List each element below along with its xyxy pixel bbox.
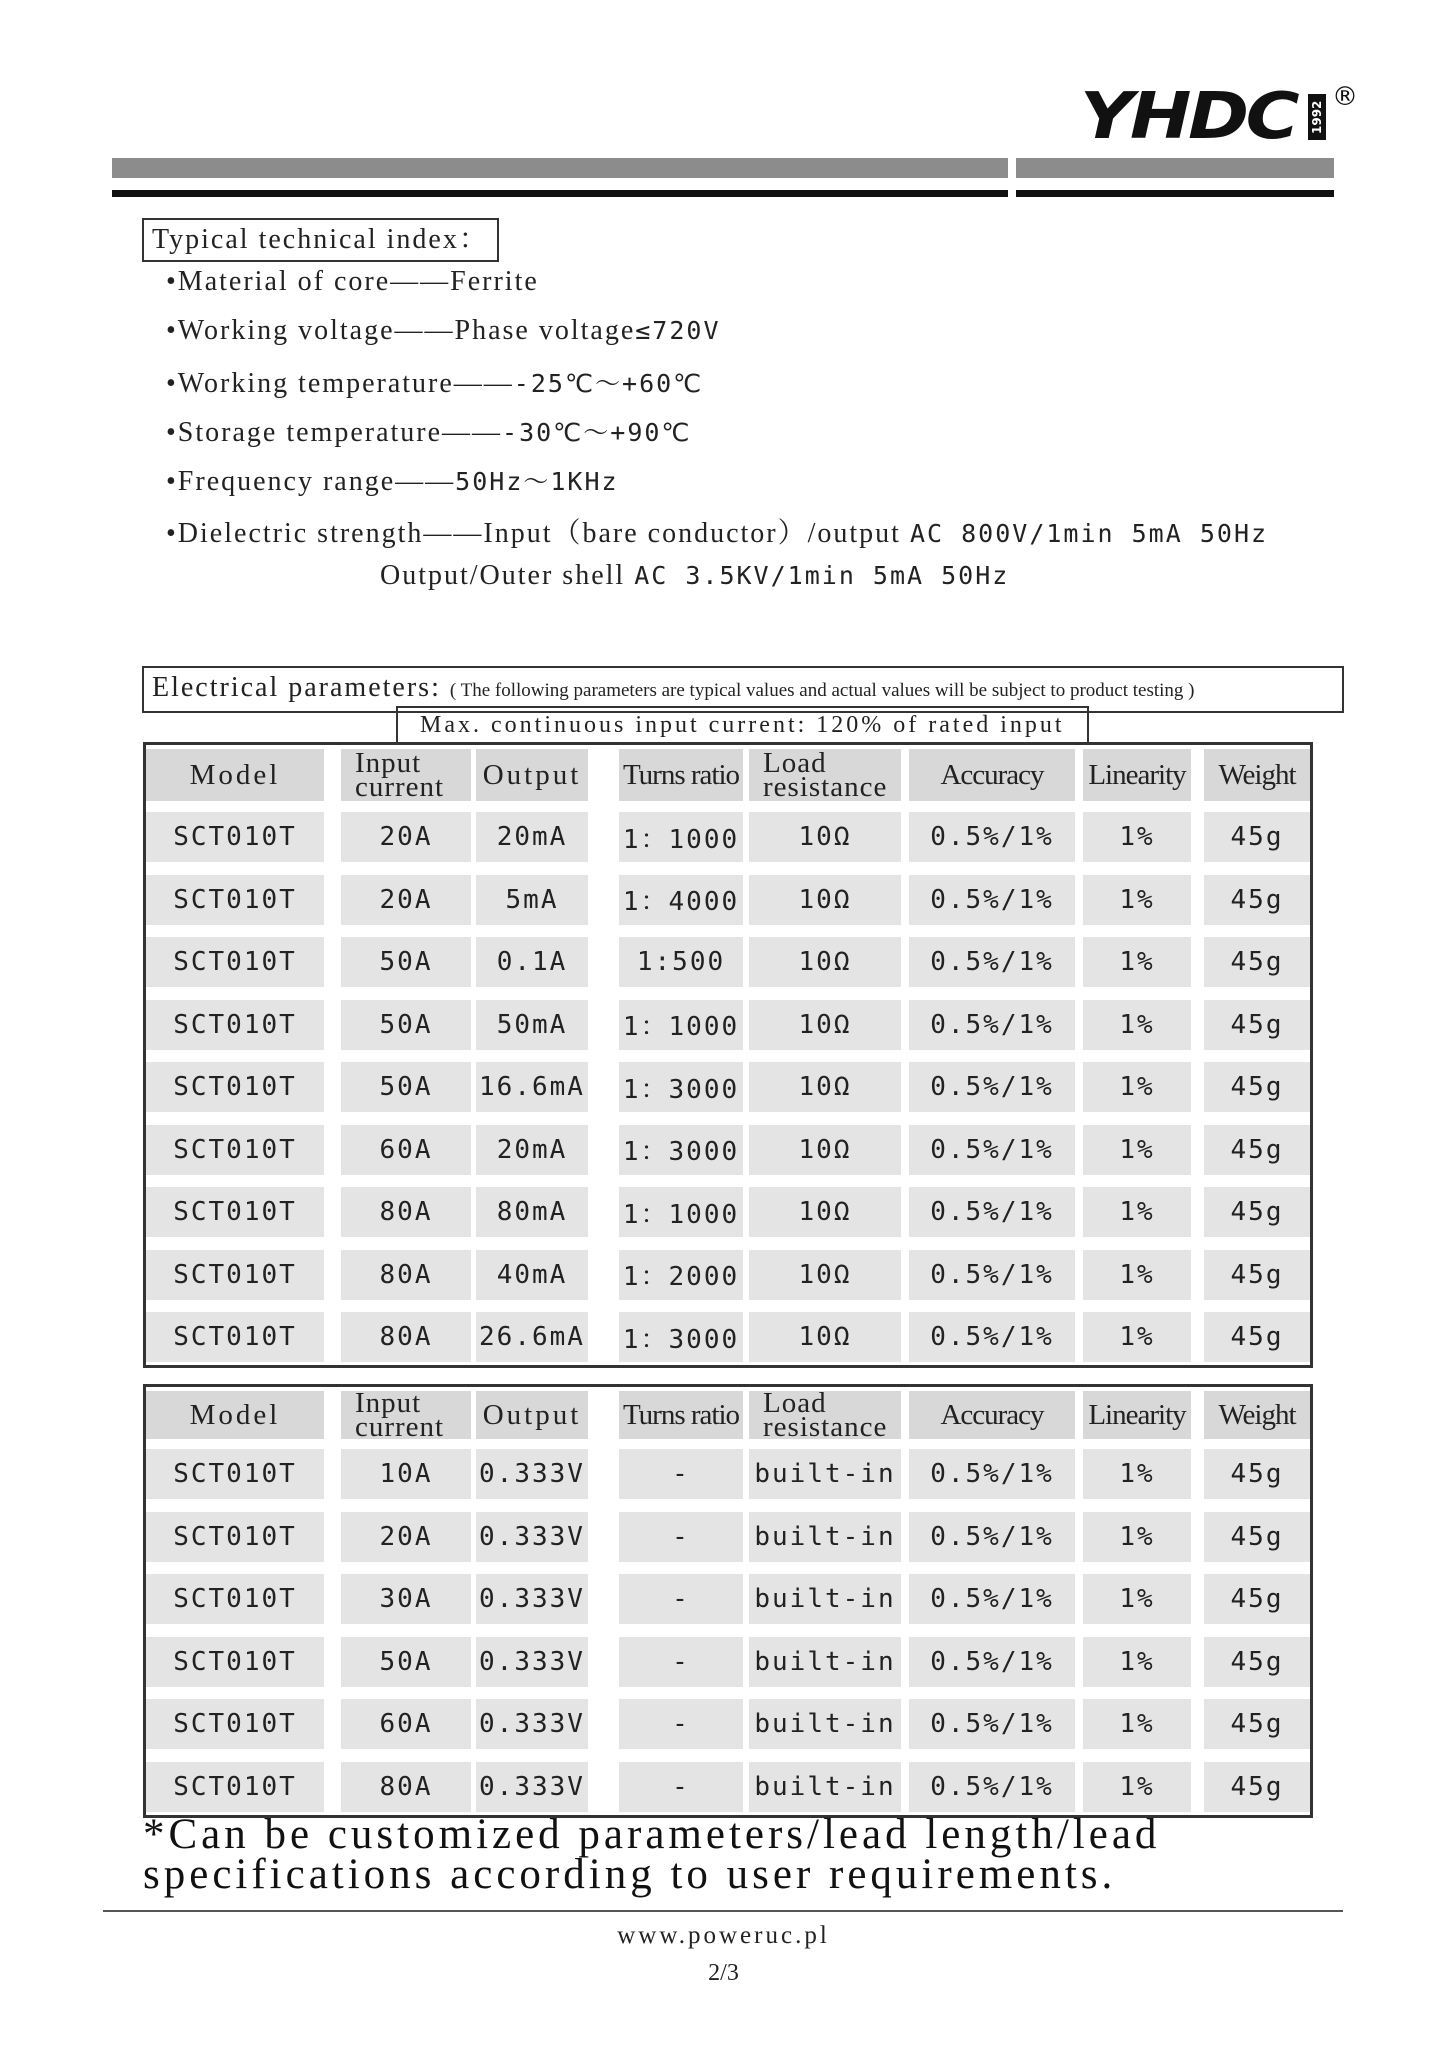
table-cell: 20mA xyxy=(476,1125,588,1175)
table-cell: 1% xyxy=(1083,1637,1191,1687)
spec-working-voltage xyxy=(166,315,721,347)
table-cell: 45g xyxy=(1204,937,1310,987)
spec-value: -30℃～+90℃ xyxy=(502,418,692,447)
column-header-line: Output xyxy=(482,1398,582,1431)
column-header-line: Input xyxy=(355,1387,422,1419)
table-cell: 45g xyxy=(1204,1512,1310,1562)
column-header xyxy=(749,749,901,801)
table-cell: 45g xyxy=(1204,812,1310,862)
table-cell: 1：3000 xyxy=(619,1125,743,1175)
table-cell: 45g xyxy=(1204,1187,1310,1237)
column-header xyxy=(909,749,1075,801)
spec-working-temperature xyxy=(166,364,703,400)
table-cell: 0.5%/1% xyxy=(909,1312,1075,1362)
table-cell: 1% xyxy=(1083,937,1191,987)
column-header xyxy=(749,1387,901,1443)
table-cell: 1% xyxy=(1083,1512,1191,1562)
table-cell: 45g xyxy=(1204,1637,1310,1687)
table-cell: 30A xyxy=(341,1574,471,1624)
spec-label: •Working voltage——Phase voltage xyxy=(166,315,636,346)
column-header-line: Load xyxy=(763,747,827,779)
spec-label: •Storage temperature—— xyxy=(166,417,503,448)
table-cell: 1：4000 xyxy=(619,875,743,925)
column-header-line: Model xyxy=(189,758,281,791)
table-cell: 45g xyxy=(1204,1000,1310,1050)
table-cell: 0.5%/1% xyxy=(909,1637,1075,1687)
table-cell: 20A xyxy=(341,875,471,925)
column-header-line: current xyxy=(355,1411,445,1443)
table-cell: 45g xyxy=(1204,1125,1310,1175)
table-cell: - xyxy=(619,1512,743,1562)
table-cell: 26.6mA xyxy=(476,1312,588,1362)
table-cell: 1% xyxy=(1083,1312,1191,1362)
table-cell: 80mA xyxy=(476,1187,588,1237)
table-cell: 50mA xyxy=(476,1000,588,1050)
column-header-line: Accuracy xyxy=(940,758,1044,791)
header-black-bar-right xyxy=(1016,190,1334,197)
table-cell: 1% xyxy=(1083,1449,1191,1499)
table-cell: built-in xyxy=(749,1512,901,1562)
column-header-line: Weight xyxy=(1218,1398,1296,1431)
column-header-line: Weight xyxy=(1218,758,1296,791)
spec-label: •Frequency range—— xyxy=(166,466,456,497)
table-cell: 50A xyxy=(341,937,471,987)
table-cell: 0.333V xyxy=(476,1699,588,1749)
table-cell: 1% xyxy=(1083,1000,1191,1050)
header-black-bar-left xyxy=(112,190,1008,197)
table-cell: 1% xyxy=(1083,1574,1191,1624)
table-cell: 45g xyxy=(1204,1699,1310,1749)
table-cell: 0.333V xyxy=(476,1762,588,1812)
column-header-line: Input xyxy=(355,747,422,779)
table-cell: SCT010T xyxy=(146,1512,324,1562)
table-cell: 80A xyxy=(341,1762,471,1812)
spec-outer-shell xyxy=(380,560,1009,592)
table-cell: 45g xyxy=(1204,1574,1310,1624)
spec-label: •Working temperature—— xyxy=(166,368,514,399)
logo-text: YHDC xyxy=(1080,80,1297,154)
table-cell: 1：1000 xyxy=(619,812,743,862)
table-cell: 16.6mA xyxy=(476,1062,588,1112)
column-header-line: current xyxy=(355,771,445,803)
table-cell: 10Ω xyxy=(749,937,901,987)
header-grey-bar-right xyxy=(1016,158,1334,178)
table-cell: 0.333V xyxy=(476,1574,588,1624)
spec-label: Output/Outer shell xyxy=(380,560,626,591)
table-cell: 0.333V xyxy=(476,1449,588,1499)
table-cell: 0.5%/1% xyxy=(909,1000,1075,1050)
table-cell: 60A xyxy=(341,1699,471,1749)
table-cell: 0.5%/1% xyxy=(909,1512,1075,1562)
table-cell: built-in xyxy=(749,1699,901,1749)
table-cell: 45g xyxy=(1204,1250,1310,1300)
table-cell: SCT010T xyxy=(146,1762,324,1812)
table-cell: 20mA xyxy=(476,812,588,862)
logo-year: 1992 xyxy=(1308,94,1326,140)
table-cell: - xyxy=(619,1637,743,1687)
spec-core-material xyxy=(166,266,539,298)
column-header-line: Turns ratio xyxy=(622,1398,740,1431)
column-header-line: resistance xyxy=(763,1411,888,1443)
table-cell: 10Ω xyxy=(749,812,901,862)
table-cell: 80A xyxy=(341,1250,471,1300)
table-cell: 10Ω xyxy=(749,1187,901,1237)
column-header-line: Linearity xyxy=(1088,1398,1186,1431)
table-cell: 0.5%/1% xyxy=(909,1449,1075,1499)
brand-logo xyxy=(1080,80,1358,154)
table-cell: 40mA xyxy=(476,1250,588,1300)
electrical-note: ( The following parameters are typical values and actual values will be subject to product testing ) xyxy=(449,680,1195,701)
column-header xyxy=(619,1391,743,1439)
header-grey-bar-left xyxy=(112,158,1008,178)
table-cell: 0.5%/1% xyxy=(909,1187,1075,1237)
table-cell: - xyxy=(619,1449,743,1499)
table-cell: 1：2000 xyxy=(619,1250,743,1300)
spec-value: AC 800V/1min 5mA 50Hz xyxy=(909,519,1269,548)
spec-value: -25℃～+60℃ xyxy=(513,369,704,398)
table-voltage-output xyxy=(143,1384,1313,1818)
table-cell: 0.5%/1% xyxy=(909,937,1075,987)
table-cell: 1：1000 xyxy=(619,1000,743,1050)
table-cell: SCT010T xyxy=(146,1187,324,1237)
table-cell: SCT010T xyxy=(146,812,324,862)
column-header xyxy=(146,749,324,801)
table-cell: - xyxy=(619,1762,743,1812)
table-cell: 0.5%/1% xyxy=(909,1125,1075,1175)
column-header-line: Turns ratio xyxy=(622,758,740,791)
table-cell: built-in xyxy=(749,1762,901,1812)
table-cell: 1% xyxy=(1083,1699,1191,1749)
table-cell: - xyxy=(619,1699,743,1749)
table-cell: 1% xyxy=(1083,1062,1191,1112)
spec-value: 50Hz～1KHz xyxy=(455,467,619,496)
table-cell: SCT010T xyxy=(146,1062,324,1112)
column-header xyxy=(476,1391,588,1439)
table-cell: 1:500 xyxy=(619,937,743,987)
table-cell: 50A xyxy=(341,1000,471,1050)
column-header xyxy=(1204,1391,1310,1439)
table-cell: SCT010T xyxy=(146,1125,324,1175)
footer-url[interactable]: www.poweruc.pl xyxy=(617,1922,830,1949)
table-cell: 20A xyxy=(341,812,471,862)
table-cell: 1% xyxy=(1083,1762,1191,1812)
typical-index-title: Typical technical index： xyxy=(142,218,499,262)
page-number: 2/3 xyxy=(708,1960,739,1986)
table-cell: 45g xyxy=(1204,1312,1310,1362)
spec-label: •Material of core——Ferrite xyxy=(166,266,539,297)
table-cell: SCT010T xyxy=(146,1250,324,1300)
column-header-line: Output xyxy=(482,758,582,791)
table-cell: 45g xyxy=(1204,875,1310,925)
table-cell: 50A xyxy=(341,1062,471,1112)
custom-note xyxy=(143,1811,1161,1898)
column-header-line: Load xyxy=(763,1387,827,1419)
table-cell: 10Ω xyxy=(749,1312,901,1362)
table-cell: SCT010T xyxy=(146,937,324,987)
column-header xyxy=(909,1391,1075,1439)
table-cell: 50A xyxy=(341,1637,471,1687)
table-cell: SCT010T xyxy=(146,1574,324,1624)
table-cell: 0.5%/1% xyxy=(909,1250,1075,1300)
column-header xyxy=(1083,1391,1191,1439)
table-cell: 0.333V xyxy=(476,1512,588,1562)
table-cell: SCT010T xyxy=(146,1449,324,1499)
table-cell: - xyxy=(619,1574,743,1624)
table-cell: SCT010T xyxy=(146,875,324,925)
table-cell: 0.5%/1% xyxy=(909,812,1075,862)
table-cell: 1% xyxy=(1083,875,1191,925)
table-current-output xyxy=(143,742,1313,1368)
spec-value: ≤720V xyxy=(635,316,721,345)
table-cell: SCT010T xyxy=(146,1312,324,1362)
table-cell: 10Ω xyxy=(749,1125,901,1175)
table-cell: 45g xyxy=(1204,1449,1310,1499)
column-header-line: Linearity xyxy=(1088,758,1186,791)
table-cell: SCT010T xyxy=(146,1699,324,1749)
column-header-line: resistance xyxy=(763,771,888,803)
column-header xyxy=(146,1391,324,1439)
table-cell: 0.333V xyxy=(476,1637,588,1687)
table-cell: 10Ω xyxy=(749,1062,901,1112)
table-cell: 1：3000 xyxy=(619,1312,743,1362)
table-cell: SCT010T xyxy=(146,1000,324,1050)
table-cell: 5mA xyxy=(476,875,588,925)
column-header xyxy=(1204,749,1310,801)
custom-note-line-1: *Can be customized parameters/lead length/lead xyxy=(143,1811,1161,1858)
spec-label: •Dielectric strength——Input（bare conductor）/output xyxy=(166,518,901,549)
table-cell: 80A xyxy=(341,1187,471,1237)
table-cell: 10A xyxy=(341,1449,471,1499)
table-cell: 1% xyxy=(1083,1187,1191,1237)
table-cell: 10Ω xyxy=(749,1250,901,1300)
table-cell: 0.5%/1% xyxy=(909,1062,1075,1112)
table-cell: 80A xyxy=(341,1312,471,1362)
column-header xyxy=(341,749,471,801)
table-cell: 0.1A xyxy=(476,937,588,987)
table-cell: built-in xyxy=(749,1449,901,1499)
spec-value: AC 3.5KV/1min 5mA 50Hz xyxy=(634,561,1010,590)
custom-note-line-2: specifications according to user requirements. xyxy=(143,1851,1117,1898)
max-current-note: Max. continuous input current: 120% of rated input xyxy=(396,706,1089,744)
table-cell: 45g xyxy=(1204,1762,1310,1812)
table-cell: built-in xyxy=(749,1637,901,1687)
footer-divider xyxy=(103,1910,1343,1912)
column-header-line: Model xyxy=(189,1398,281,1431)
column-header xyxy=(619,749,743,801)
column-header xyxy=(476,749,588,801)
table-cell: 0.5%/1% xyxy=(909,875,1075,925)
table-cell: built-in xyxy=(749,1574,901,1624)
table-cell: 1% xyxy=(1083,812,1191,862)
table-cell: 0.5%/1% xyxy=(909,1762,1075,1812)
table-cell: 20A xyxy=(341,1512,471,1562)
table-cell: 1：1000 xyxy=(619,1187,743,1237)
registered-mark: ® xyxy=(1332,82,1358,112)
table-cell: 60A xyxy=(341,1125,471,1175)
electrical-title-text: Electrical parameters: xyxy=(152,672,441,703)
spec-frequency-range xyxy=(166,462,619,498)
spec-dielectric-strength xyxy=(166,511,1268,551)
table-cell: 10Ω xyxy=(749,1000,901,1050)
table-cell: SCT010T xyxy=(146,1637,324,1687)
table-cell: 0.5%/1% xyxy=(909,1699,1075,1749)
table-cell: 1% xyxy=(1083,1125,1191,1175)
spec-storage-temperature xyxy=(166,413,692,449)
table-cell: 1：3000 xyxy=(619,1062,743,1112)
column-header-line: Accuracy xyxy=(940,1398,1044,1431)
table-cell: 0.5%/1% xyxy=(909,1574,1075,1624)
table-cell: 45g xyxy=(1204,1062,1310,1112)
column-header xyxy=(341,1387,471,1443)
table-cell: 10Ω xyxy=(749,875,901,925)
table-cell: 1% xyxy=(1083,1250,1191,1300)
column-header xyxy=(1083,749,1191,801)
